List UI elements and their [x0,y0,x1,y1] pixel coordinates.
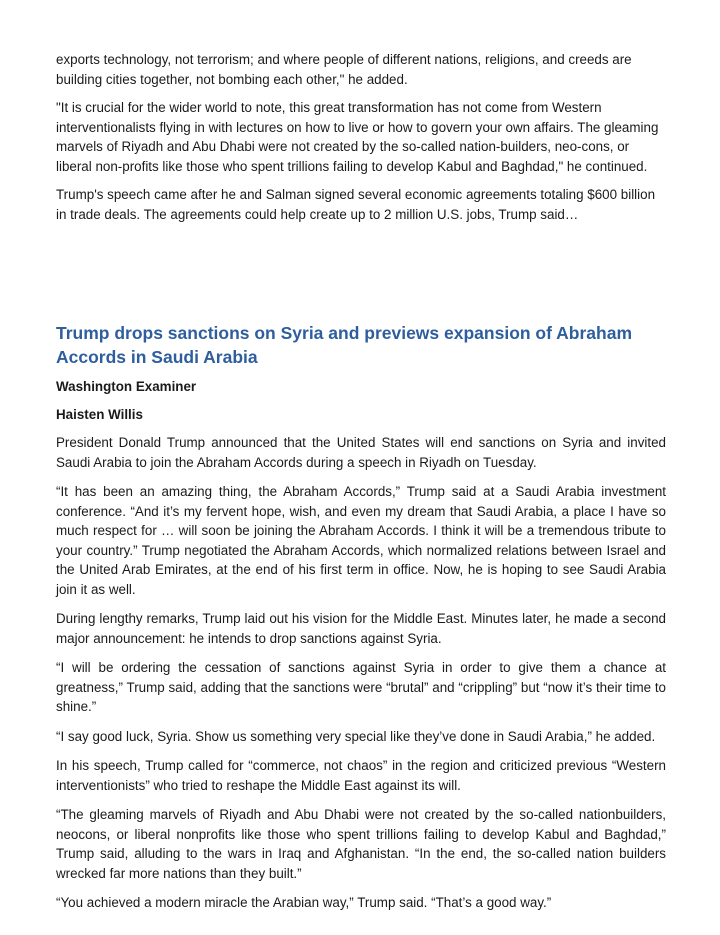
article-paragraph: “The gleaming marvels of Riyadh and Abu Dhabi were not created by the so-called nationbuilders, neocons, or liberal nonprofits like those who spent trillions failing to develop Kabul and Baghdad,” Trump said, alluding to the wars in Iraq and Afghanistan. “In the end, the so-called nation builders wrecked far more nations than they built.” [56,807,666,881]
article-paragraph: “I say good luck, Syria. Show us something very special like they’ve done in Saudi Arabia,” he added. [56,728,656,744]
article-paragraph: “You achieved a modern miracle the Arabian way,” Trump said. “That’s a good way.” [56,895,552,910]
intro-paragraph: "It is crucial for the wider world to note, this great transformation has not come from Western interventionalists flying in with lectures on how to live or how to govern your own affairs. The gleaming marvels of Riyadh and Abu Dhabi were not created by the so-called nation-builders, neo-cons, or liberal non-profits like those who spent trillions failing to develop Kabul and Baghdad," he continued. [56,100,659,174]
article-paragraph: President Donald Trump announced that the United States will end sanctions on Syria and invited Saudi Arabia to join the Abraham Accords during a speech in Riyadh on Tuesday. [56,435,666,470]
article-paragraph: “It has been an amazing thing, the Abraham Accords,” Trump said at a Saudi Arabia investment conference. “And it’s my fervent hope, wish, and even my dream that Saudi Arabia, a place I have so much respect for … will soon be joining the Abraham Accords. I think it will be a tremendous tribute to your country.” Trump negotiated the Abraham Accords, which normalized relations between Israel and the United Arab Emirates, at the end of his first term in office. Now, he is hoping to see Saudi Arabia join it as well. [56,484,666,597]
intro-paragraph: Trump's speech came after he and Salman signed several economic agreements totaling $600 billion in trade deals. The agreements could help create up to 2 million U.S. jobs, Trump said… [56,187,656,222]
article-section [56,321,666,913]
article-author: Haisten Willis [56,407,143,422]
intro-section [56,50,666,224]
section-gap [56,233,666,321]
article-headline: Trump drops sanctions on Syria and previews expansion of Abraham Accords in Saudi Arabia [56,323,633,367]
intro-paragraph: exports technology, not terrorism; and where people of different nations, religions, and creeds are building cities together, not bombing each other," he added. [56,52,632,87]
article-source: Washington Examiner [56,379,197,394]
article-paragraph: During lengthy remarks, Trump laid out his vision for the Middle East. Minutes later, he made a second major announcement: he intends to drop sanctions against Syria. [56,611,666,646]
article-paragraph: “I will be ordering the cessation of sanctions against Syria in order to give them a chance at greatness,” Trump said, adding that the sanctions were “brutal” and “crippling” but “now it’s their time to shine.” [56,660,666,714]
article-paragraph: In his speech, Trump called for “commerce, not chaos” in the region and criticized previous “Western interventionists” who tried to reshape the Middle East against its will. [56,758,666,793]
